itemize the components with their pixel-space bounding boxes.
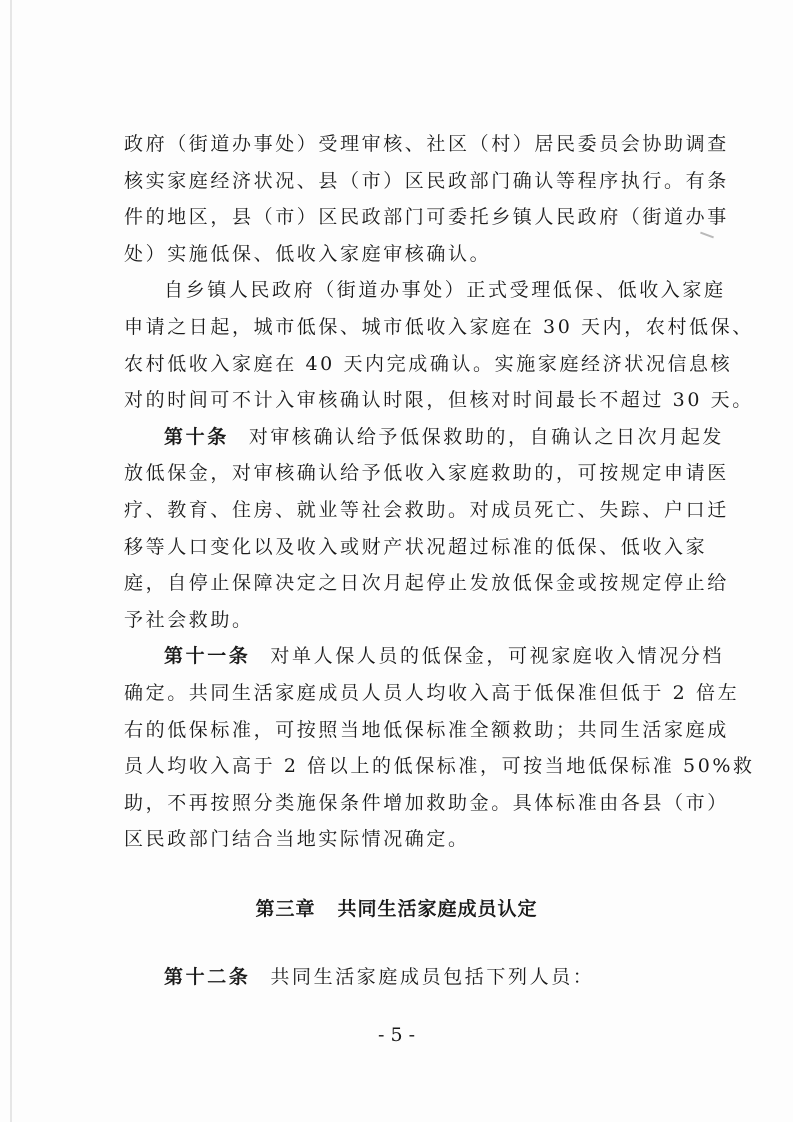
- paragraph-line: 政府（街道办事处）受理审核、社区（村）居民委员会协助调查: [124, 133, 729, 155]
- paragraph-line: 农村低收入家庭在 40 天内完成确认。实施家庭经济状况信息核: [124, 352, 733, 375]
- article-10-text: 对审核确认给予低保救助的，自确认之日次月起发: [248, 425, 725, 448]
- paragraph-line: 件的地区，县（市）区民政部门可委托乡镇人民政府（街道办事: [124, 206, 729, 229]
- paragraph-line: 助，不再按照分类施保条件增加救助金。具体标准由各县（市）: [124, 791, 729, 814]
- paragraph-line: 自乡镇人民政府（街道办事处）正式受理低保、低收入家庭: [164, 279, 726, 302]
- article-11-text: 对单人保人员的低保金，可视家庭收入情况分档: [270, 645, 725, 668]
- article-10-label: 第十条: [164, 425, 229, 448]
- article-11-first-line: [124, 638, 725, 675]
- article-12-text: 共同生活家庭成员包括下列人员：: [270, 966, 595, 988]
- body-text: [124, 126, 755, 858]
- paragraph-line: 员人均收入高于 2 倍以上的低保标准，可按当地低保标准 50%救: [124, 755, 755, 778]
- chapter-title: 共同生活家庭成员认定: [337, 898, 538, 920]
- paragraph-line: 予社会救助。: [124, 608, 254, 631]
- chapter-heading: [0, 894, 793, 921]
- article-10-first-line: [124, 419, 725, 456]
- article-11-label: 第十一条: [164, 645, 251, 668]
- paragraph-line: 放低保金，对审核确认给予低收入家庭救助的，可按规定申请医: [124, 462, 729, 485]
- article-12-label: 第十二条: [164, 966, 251, 988]
- paragraph-line: 对的时间可不计入审核确认时限，但核对时间最长不超过 30 天。: [124, 389, 754, 412]
- paragraph-line: 右的低保标准，可按照当地低保标准全额救助；共同生活家庭成: [124, 718, 729, 741]
- paragraph-line: 核实家庭经济状况、县（市）区民政部门确认等程序执行。有条: [124, 169, 729, 192]
- paragraph-line: 处）实施低保、低收入家庭审核确认。: [124, 242, 492, 265]
- paragraph-line: 疗、教育、住房、就业等社会救助。对成员死亡、失踪、户口迁: [124, 498, 729, 521]
- scan-edge: [10, 0, 12, 1122]
- paragraph-line: 申请之日起，城市低保、城市低收入家庭在 30 天内，农村低保、: [124, 315, 754, 338]
- page-number: - 5 -: [377, 1024, 415, 1046]
- paragraph-line: 庭，自停止保障决定之日次月起停止发放低保金或按规定停止给: [124, 572, 729, 595]
- paragraph-line: 区民政部门结合当地实际情况确定。: [124, 828, 470, 851]
- article-12-line: [164, 962, 594, 989]
- paragraph-line: 移等人口变化以及收入或财产状况超过标准的低保、低收入家: [124, 535, 708, 558]
- chapter-number: 第三章: [255, 898, 316, 920]
- paragraph-line: 确定。共同生活家庭成员人员人均收入高于低保准但低于 2 倍左: [124, 681, 740, 704]
